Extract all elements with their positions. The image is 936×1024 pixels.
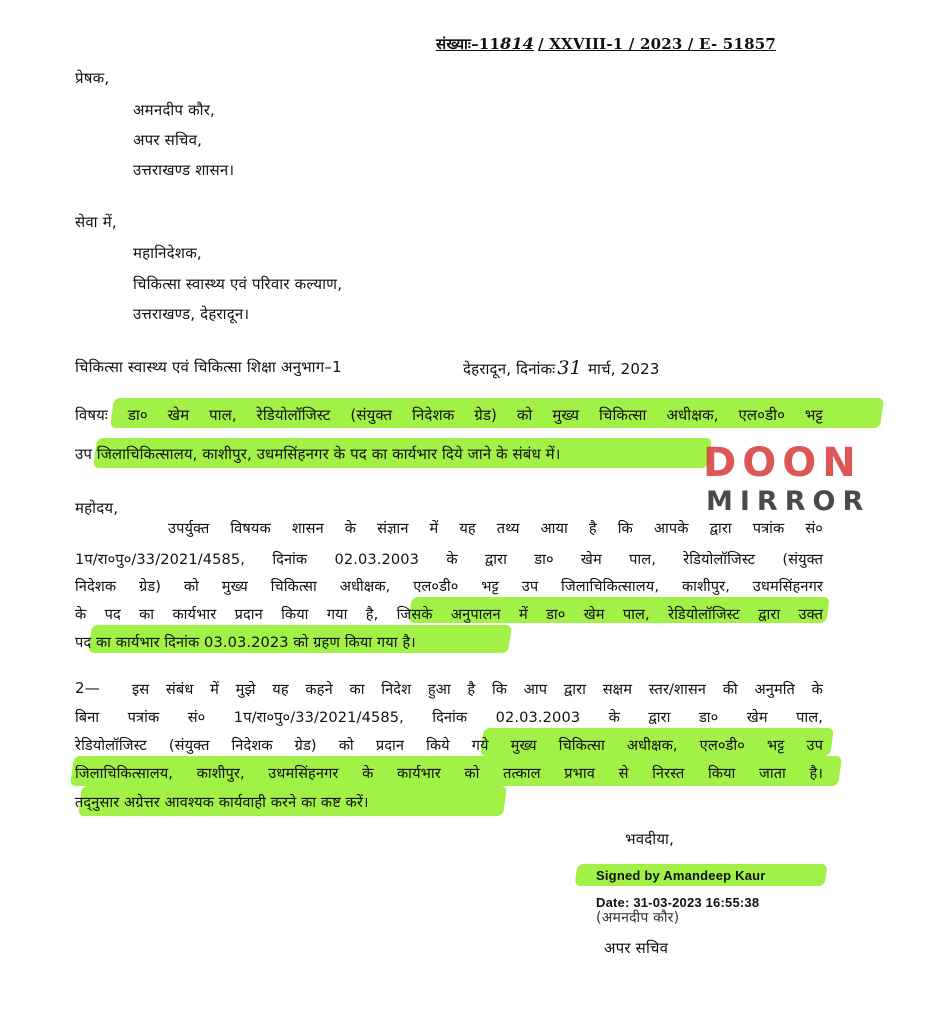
letter-date	[463, 357, 660, 379]
valediction: भवदीया,	[625, 830, 675, 848]
para2-line-1: इस संबंध में मुझे यह कहने का निदेश हुआ है कि आप द्वारा सक्षम स्तर/शासन की अनुमति के	[132, 681, 823, 698]
para1-line-4: के पद का कार्यभार प्रदान किया गया है, जिसके अनुपालन में डा० खेम पाल, रेडियोलॉजिस्ट द्वारा उक्त	[75, 606, 823, 623]
para1-line-3: निदेशक ग्रेड) को मुख्य चिकित्सा अधीक्षक, एल०डी० भट्ट उप जिलाचिकित्सालय, काशीपुर, उधमसिंहनगर	[75, 578, 823, 595]
para2-number: 2—	[75, 679, 100, 697]
para2-line-4: जिलाचिकित्सालय, काशीपुर, उधमसिंहनगर के कार्यभार को तत्काल प्रभाव से निरस्त किया जाता है।	[75, 765, 823, 782]
reference-prefix: संख्याः–11	[436, 35, 501, 53]
reference-number	[436, 34, 776, 54]
subject-line-2: उप जिलाचिकित्सालय, काशीपुर, उधमसिंहनगर के पद का कार्यभार दिये जाने के संबंध में।	[75, 445, 561, 463]
para1-line-5: पद का कार्यभार दिनांक 03.03.2023 को ग्रहण किया गया है।	[75, 634, 416, 651]
recipient-location: उत्तराखण्ड, देहरादून।	[133, 305, 250, 323]
subject-line-1: विषयः डा० खेम पाल, रेडियोलॉजिस्ट (संयुक्त निदेशक ग्रेड) को मुख्य चिकित्सा अधीक्षक, एल०डी० भट्ट	[75, 406, 823, 424]
recipient-department: चिकित्सा स्वास्थ्य एवं परिवार कल्याण,	[133, 275, 343, 293]
date-prefix: देहरादून, दिनांकः	[463, 360, 556, 378]
date-day: 31	[557, 357, 582, 379]
sender-label: प्रेषक,	[75, 69, 110, 87]
sender-office: उत्तराखण्ड शासन।	[133, 161, 235, 179]
sender-designation: अपर सचिव,	[133, 131, 203, 149]
sender-name: अमनदीप कौर,	[133, 101, 216, 119]
date-month-year: मार्च, 2023	[587, 360, 660, 378]
signature-date: Date: 31-03-2023 16:55:38	[596, 895, 760, 910]
signer-name: (अमनदीप कौर)	[596, 910, 680, 926]
watermark-doon: DOON	[703, 440, 862, 486]
reference-handwritten: 814	[500, 34, 535, 53]
watermark-mirror: MIRROR	[706, 486, 871, 517]
para2-line-5: तद्नुसार अग्रेत्तर आवश्यक कार्यवाही करने का कष्ट करें।	[75, 794, 369, 811]
reference-suffix: / XXVIII-1 / 2023 / E- 51857	[538, 35, 776, 53]
para1-line-1: उपर्युक्त विषयक शासन के संज्ञान में यह तथ्य आया है कि आपके द्वारा पत्रांक सं०	[168, 520, 823, 537]
digital-signature: Signed by Amandeep Kaur	[596, 868, 766, 883]
para2-line-3: रेडियोलॉजिस्ट (संयुक्त निदेशक ग्रेड) को प्रदान किये गये मुख्य चिकित्सा अधीक्षक, एल०डी० भट्ट उप	[75, 737, 823, 754]
para1-line-2: 1प/रा०पु०/33/2021/4585, दिनांक 02.03.2003 के द्वारा डा० खेम पाल, रेडियोलॉजिस्ट (संयुक्त	[75, 551, 823, 568]
signer-designation: अपर सचिव	[604, 939, 669, 957]
section-name: चिकित्सा स्वास्थ्य एवं चिकित्सा शिक्षा अनुभाग–1	[75, 358, 342, 376]
salutation: महोदय,	[75, 499, 119, 517]
recipient-title: महानिदेशक,	[133, 244, 202, 262]
recipient-label: सेवा में,	[75, 213, 117, 231]
para2-line-2: बिना पत्रांक सं० 1प/रा०पु०/33/2021/4585, दिनांक 02.03.2003 के द्वारा डा० खेम पाल,	[75, 709, 823, 726]
